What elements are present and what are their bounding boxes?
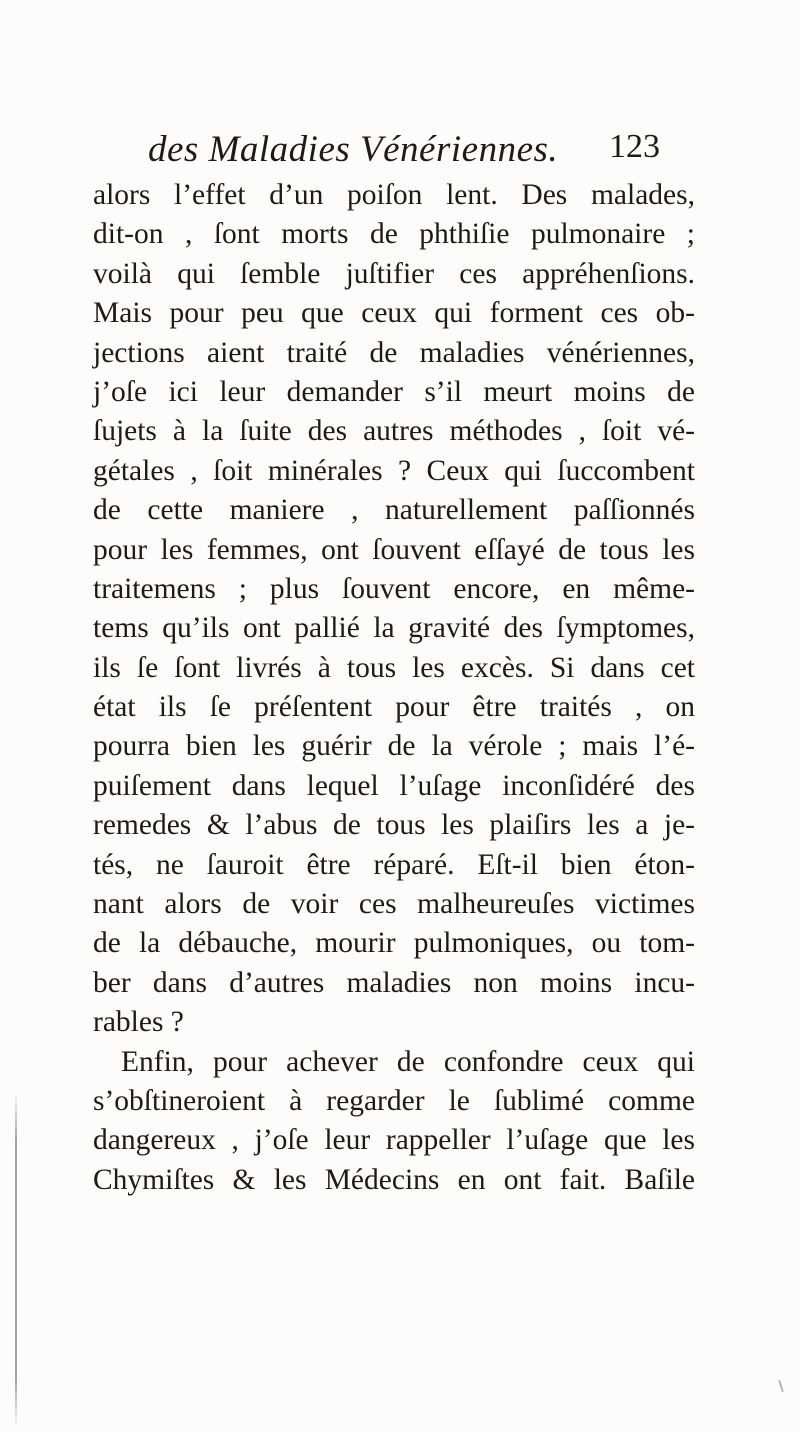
page-number: 123 bbox=[609, 128, 660, 165]
text-line: Chymiſtes & les Médecins en ont fait. Baſile bbox=[93, 1163, 695, 1196]
text-line: ſujets à la ſuite des autres méthodes , ſoit vé- bbox=[93, 415, 695, 448]
text-line: gétales , ſoit minérales ? Ceux qui ſuccombent bbox=[93, 454, 695, 487]
text-line: tems qu’ils ont pallié la gravité des ſymptomes, bbox=[93, 612, 695, 645]
text-line: alors l’effet d’un poiſon lent. Des malades, bbox=[93, 179, 695, 211]
text-line: voilà qui ſemble juſtifier ces appréhenſions. bbox=[93, 257, 695, 290]
running-title: des Maladies Vénériennes. bbox=[148, 129, 559, 170]
text-line: de la débauche, mourir pulmoniques, ou tom- bbox=[93, 927, 695, 960]
text-line: Mais pour peu que ceux qui forment ces ob- bbox=[93, 297, 695, 330]
text-line: j’oſe ici leur demander s’il meurt moins de bbox=[93, 375, 695, 408]
text-line: nant alors de voir ces malheureuſes victimes bbox=[93, 888, 695, 921]
text-line: dangereux , j’oſe leur rappeller l’uſage que les bbox=[93, 1124, 695, 1157]
text-line: Enfin, pour achever de confondre ceux qui bbox=[121, 1045, 695, 1078]
text-line: tés, ne ſauroit être réparé. Eſt-il bien éton- bbox=[93, 848, 695, 881]
text-line: pourra bien les guérir de la vérole ; mais l’é- bbox=[93, 730, 695, 763]
text-line: remedes & l’abus de tous les plaiſirs les a je- bbox=[93, 809, 695, 842]
text-line: de cette maniere , naturellement paſſionnés bbox=[93, 494, 695, 527]
text-line: jections aient traité de maladies vénériennes, bbox=[93, 336, 695, 369]
text-line: ber dans d’autres maladies non moins incu- bbox=[93, 966, 695, 999]
text-line: dit-on , ſont morts de phthiſie pulmonaire ; bbox=[93, 218, 695, 251]
text-line: état ils ſe préſentent pour être traités , on bbox=[93, 691, 695, 724]
body-text bbox=[93, 176, 695, 1200]
paper-speck bbox=[778, 1380, 784, 1392]
page-edge-shadow bbox=[15, 1090, 17, 1430]
text-line: ils ſe ſont livrés à tous les excès. Si dans cet bbox=[93, 651, 695, 684]
text-line: traitemens ; plus ſouvent encore, en même- bbox=[93, 572, 695, 605]
text-line: pour les femmes, ont ſouvent eſſayé de tous les bbox=[93, 533, 695, 566]
text-line: s’obſtineroient à regarder le ſublimé comme bbox=[93, 1084, 695, 1117]
text-line: rables ? bbox=[93, 1006, 184, 1039]
page-header bbox=[148, 128, 660, 172]
text-line: puiſement dans lequel l’uſage inconſidéré des bbox=[93, 769, 695, 802]
